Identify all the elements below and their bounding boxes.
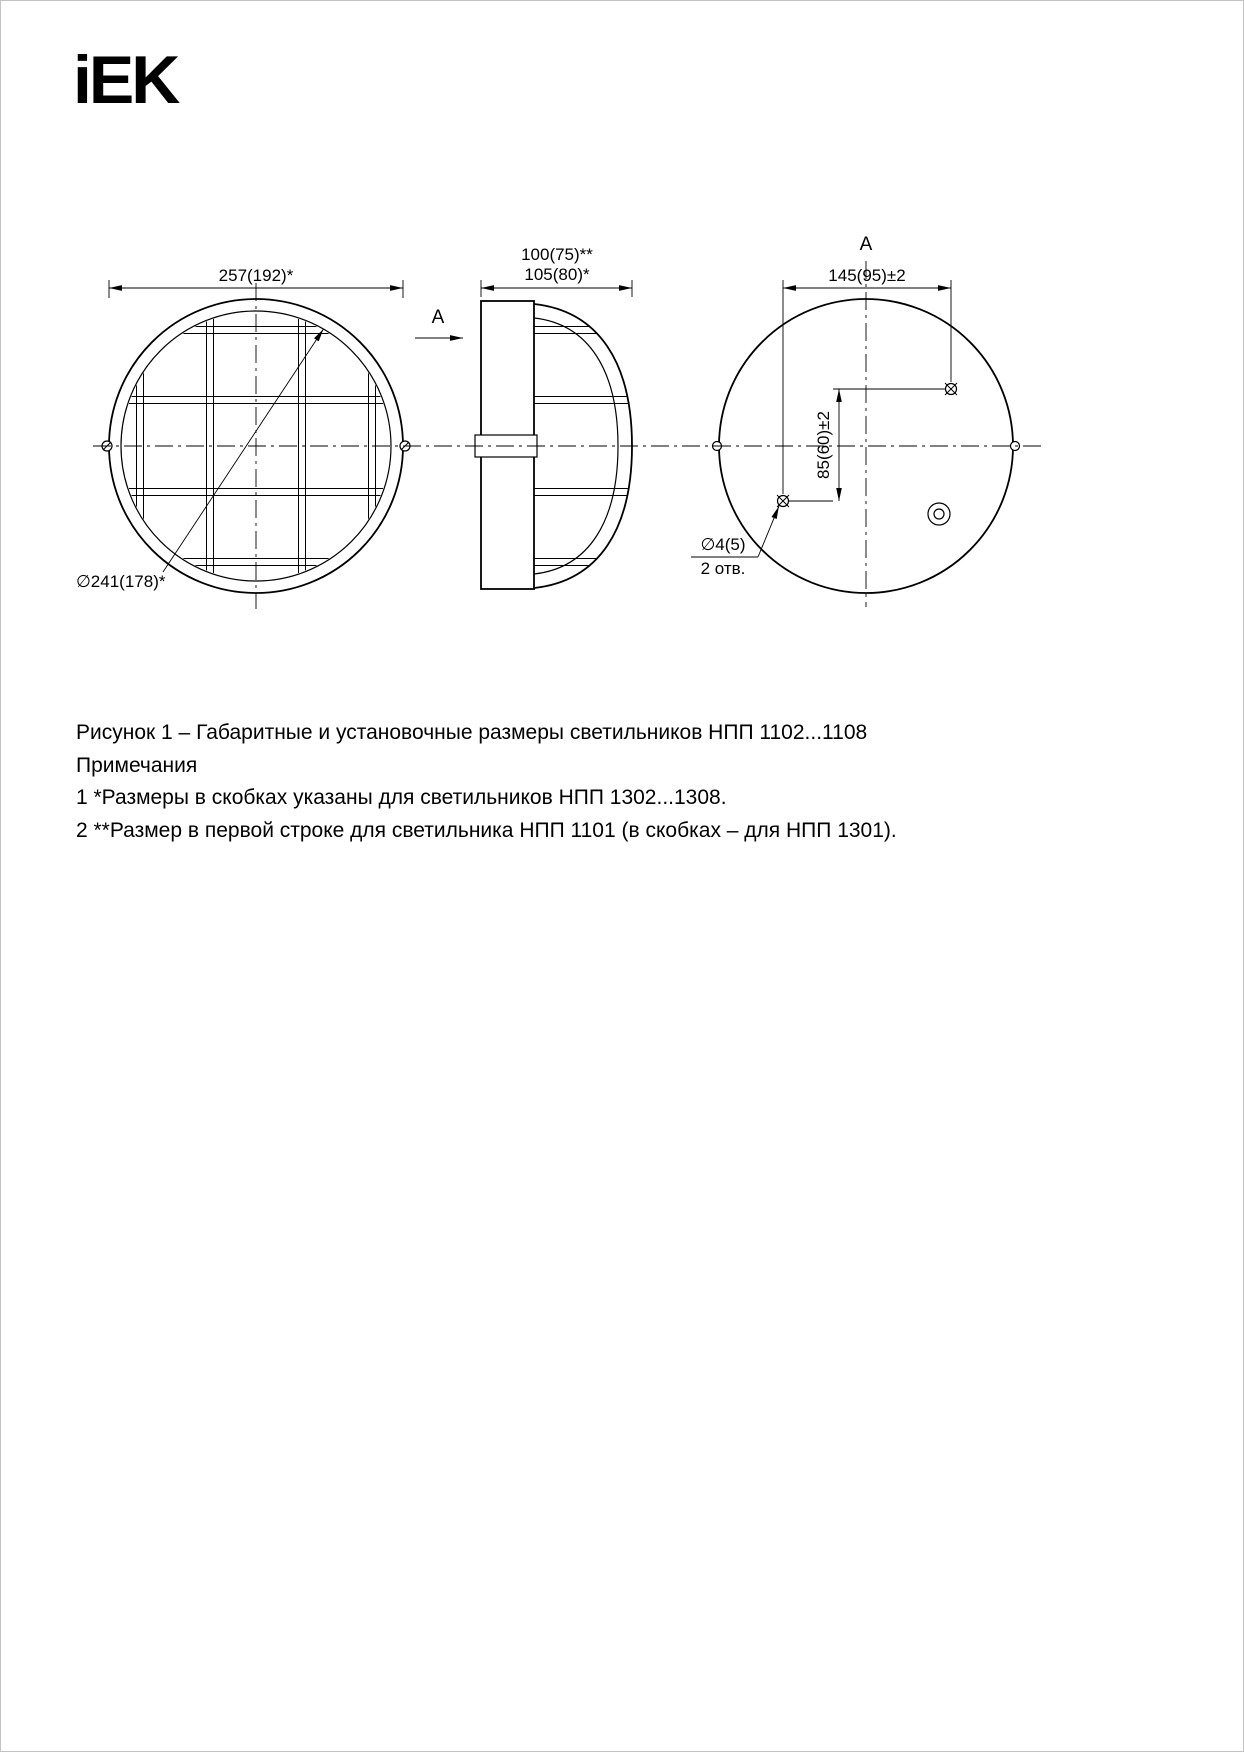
- view-direction-label: A: [431, 307, 445, 328]
- back-view: [691, 234, 1020, 593]
- back-holes-span-label: 145(95)±2: [828, 266, 906, 285]
- front-diameter-label: ∅241(178)*: [76, 572, 166, 591]
- note-1: 1 *Размеры в скобках указаны для светильников НПП 1302...1308.: [76, 786, 727, 809]
- side-depth-dim-label-2: 105(80)*: [524, 265, 590, 284]
- view-direction-indicator: [415, 307, 463, 338]
- side-depth-dim-label-1: 100(75)**: [521, 245, 593, 264]
- figure-title: Рисунок 1 – Габаритные и установочные размеры светильников НПП 1102...1108: [76, 721, 868, 744]
- front-view: [76, 266, 410, 593]
- note-2: 2 **Размер в первой строке для светильника НПП 1101 (в скобках – для НПП 1301).: [76, 818, 897, 842]
- back-view-label: A: [859, 234, 873, 255]
- back-holes-vertical-label: 85(60)±2: [814, 411, 833, 479]
- side-depth-dimension: [481, 245, 632, 297]
- mounting-hole-bottom: [777, 495, 789, 507]
- technical-drawing: [1, 1, 1244, 681]
- notes-heading: Примечания: [76, 753, 198, 777]
- caption-block: [76, 717, 1136, 847]
- side-view: [475, 245, 635, 589]
- mounting-hole-top: [945, 383, 957, 395]
- iek-logo: iEK: [73, 42, 178, 118]
- hole-count-label: 2 отв.: [700, 559, 746, 578]
- front-width-dim-label: 257(192)*: [218, 266, 294, 285]
- hole-diameter-label: ∅4(5): [700, 535, 746, 554]
- side-grille-bars: [534, 327, 635, 566]
